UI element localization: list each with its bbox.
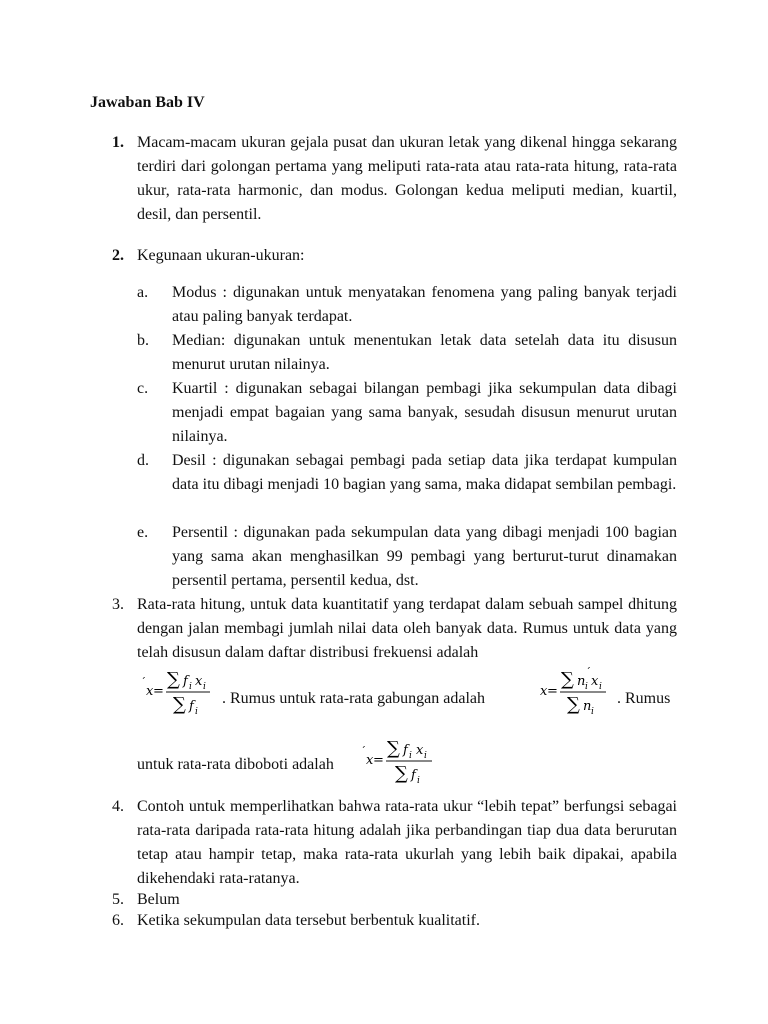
formula-caption: untuk rata-rata diboboti adalah (137, 756, 334, 773)
svg-text:∑: ∑ (173, 694, 186, 715)
svg-text:∑: ∑ (561, 669, 574, 690)
item-number: 5. (112, 891, 124, 908)
svg-text:f: f (411, 768, 416, 783)
subitem-text: Modus : digunakan untuk menyatakan fenomena yang paling banyak terjadi atau paling banyak terdapat. (172, 284, 677, 325)
formula-rata-rata-gabungan (534, 664, 618, 720)
svg-text:́ (587, 667, 591, 669)
svg-text:x: x (195, 674, 203, 689)
svg-text:́ (142, 677, 146, 679)
formula-rata-rata-hitung (140, 664, 220, 720)
svg-text:∑: ∑ (387, 738, 400, 759)
item-text: Kegunaan ukuran-ukuran: (137, 247, 305, 264)
svg-text:i: i (599, 682, 602, 692)
item-number: 2. (112, 247, 124, 264)
subitem-text: Desil : digunakan sebagai pembagi pada setiap data jika terdapat kumpulan data itu dibagi menjadi 10 bagian yang sama, maka didapat sembilan pembagi. (172, 452, 677, 493)
subitem-text: Median: digunakan untuk menentukan letak data setelah data itu disusun menurut urutan nilainya. (172, 332, 677, 373)
svg-text:i: i (417, 776, 420, 786)
svg-text:n: n (577, 674, 586, 689)
subitem-letter: d. (137, 452, 149, 469)
svg-text:x: x (146, 684, 154, 699)
page-title: Jawaban Bab IV (90, 94, 205, 111)
svg-text:=: = (153, 684, 164, 699)
subitem-letter: e. (137, 524, 149, 541)
formula-caption: . Rumus untuk rata-rata gabungan adalah (222, 690, 486, 707)
subitem-letter: b. (137, 332, 149, 349)
svg-text:i: i (189, 682, 192, 692)
item-number: 1. (112, 134, 124, 151)
svg-text:f: f (183, 674, 188, 689)
item-number: 6. (112, 912, 124, 929)
svg-text:=: = (547, 684, 558, 699)
item-number: 3. (112, 596, 124, 613)
subitem-letter: a. (137, 284, 149, 301)
svg-text:i: i (409, 751, 412, 761)
svg-text:x: x (366, 753, 374, 768)
svg-text:n: n (583, 699, 592, 714)
svg-text:x: x (540, 684, 548, 699)
svg-text:x: x (416, 743, 424, 758)
item-text: Macam-macam ukuran gejala pusat dan ukuran letak yang dikenal hingga sekarang terdiri dari golongan pertama yang meliputi rata-rata atau rata-rata hitung, rata-rata ukur, rata-rata harmonic, dan modus. Golongan kedua meliputi median, kuartil, desil, dan persentil. (137, 134, 677, 223)
subitem-text: Kuartil : digunakan sebagai bilangan pembagi jika sekumpulan data dibagi menjadi empat bagaian yang sama banyak, sesudah disusun menurut urutan nilainya. (172, 380, 677, 445)
svg-text:∑: ∑ (395, 763, 408, 784)
item-text: Belum (137, 891, 180, 908)
subitem-letter: c. (137, 380, 149, 397)
svg-text:i: i (591, 707, 594, 717)
item-text: Ketika sekumpulan data tersebut berbentuk kualitatif. (137, 912, 480, 929)
item-text: Rata-rata hitung, untuk data kuantitatif yang terdapat dalam sebuah sampel dhitung dengan jalan membagi jumlah nilai data oleh banyak data. Rumus untuk data yang telah disusun dalam daftar distribusi frekuensi adalah (137, 596, 677, 661)
item-number: 4. (112, 798, 124, 815)
svg-text:f: f (403, 743, 408, 758)
subitem-text: Persentil : digunakan pada sekumpulan data yang dibagi menjadi 100 bagian yang sama akan menghasilkan 99 pembagi yang berturut-turut dinamakan persentil pertama, persentil kedua, dst. (172, 524, 677, 589)
svg-text:i: i (585, 682, 588, 692)
svg-text:=: = (373, 753, 384, 768)
formula-rata-rata-diboboti (360, 733, 444, 789)
formula-caption: . Rumus (617, 690, 671, 707)
svg-text:∑: ∑ (167, 669, 180, 690)
svg-text:i: i (195, 707, 198, 717)
svg-text:́ (362, 746, 366, 748)
svg-text:i: i (424, 751, 427, 761)
svg-text:i: i (203, 682, 206, 692)
svg-text:x: x (591, 674, 599, 689)
svg-text:∑: ∑ (567, 694, 580, 715)
item-text: Contoh untuk memperlihatkan bahwa rata-rata ukur “lebih tepat” berfungsi sebagai rata-rata daripada rata-rata hitung adalah jika perbandingan tiap dua data berurutan tetap atau hampir tetap, maka rata-rata ukurlah yang lebih baik dipakai, apabila dikehendaki rata-ratanya. (137, 798, 677, 887)
svg-text:f: f (189, 699, 194, 714)
